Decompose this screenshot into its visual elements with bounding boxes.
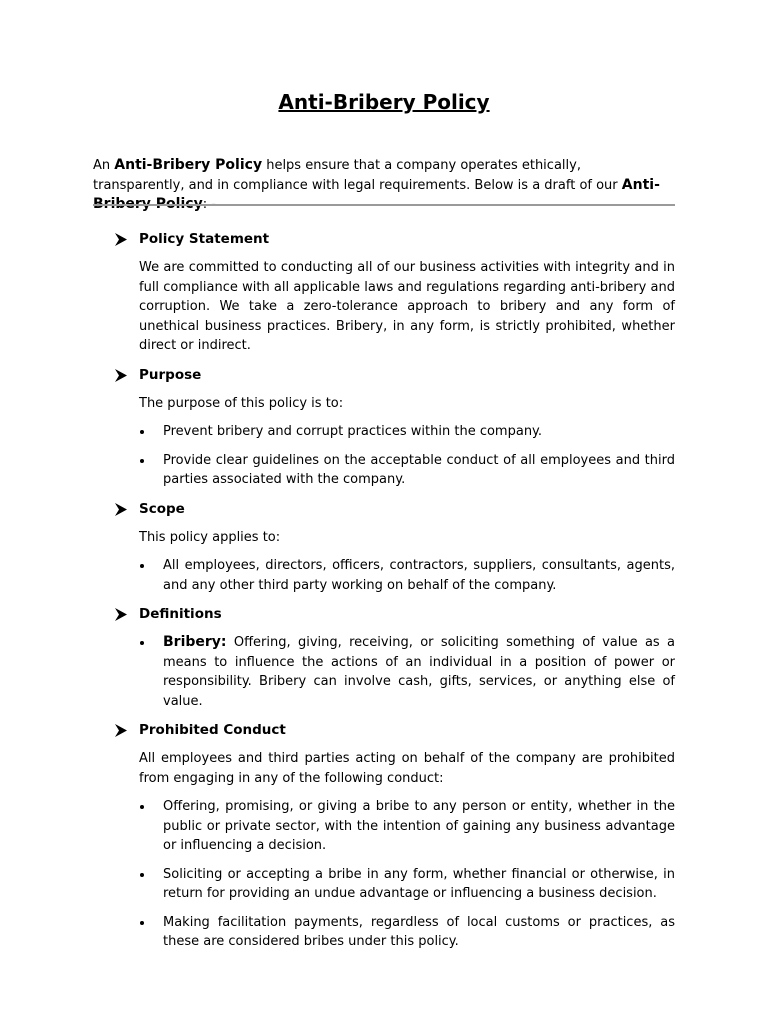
section-paragraph: The purpose of this policy is to:: [139, 395, 344, 411]
section-heading-text: Scope: [139, 500, 185, 517]
bullet-dot-icon: [140, 921, 144, 925]
list-item-text: Soliciting or accepting a bribe in any form, whether financial or otherwise, in return for providing an undue advantage or influencing a business decision.: [163, 866, 675, 901]
section-policy-statement: [93, 229, 675, 356]
list-item: [163, 913, 675, 952]
section-heading-text: Definitions: [139, 606, 222, 622]
arrowhead-bullet-icon: [115, 724, 127, 737]
bullet-list: [93, 633, 675, 711]
section-definitions: [93, 604, 675, 711]
section-paragraph: This policy applies to:: [139, 529, 281, 545]
section-prohibited-conduct: [93, 720, 675, 952]
section-heading: [93, 604, 675, 625]
bullet-dot-icon: [140, 564, 144, 568]
bullet-list: [93, 422, 675, 490]
bullet-dot-icon: [140, 641, 144, 645]
bullet-dot-icon: [140, 873, 144, 877]
section-purpose: [93, 365, 675, 490]
arrowhead-bullet-icon: [115, 608, 127, 621]
section-scope: [93, 499, 675, 596]
arrowhead-bullet-icon: [115, 233, 127, 246]
bullet-dot-icon: [140, 459, 144, 463]
bullet-list: [93, 556, 675, 595]
section-heading-text: Policy Statement: [139, 231, 270, 247]
intro-text: : -: [202, 197, 216, 212]
bullet-dot-icon: [140, 430, 144, 434]
list-item-text: Making facilitation payments, regardless of local customs or practices, as these are considered bribes under this policy.: [163, 914, 675, 949]
policy-content: [93, 229, 675, 961]
horizontal-divider: [93, 204, 675, 206]
section-heading-text: Prohibited Conduct: [139, 722, 286, 738]
list-item-text: All employees, directors, officers, contractors, suppliers, consultants, agents, and any other third party working on behalf of the company.: [163, 558, 675, 593]
list-item: [163, 422, 675, 442]
arrowhead-bullet-icon: [115, 369, 127, 382]
definition-text: Offering, giving, receiving, or soliciting something of value as a means to influence the actions of an individual in a position of power or responsibility. Bribery can involve cash, gifts, services, or anything else of value.: [163, 635, 675, 709]
section-heading: [93, 365, 675, 386]
list-item: [163, 865, 675, 904]
list-item-text: Offering, promising, or giving a bribe to any person or entity, whether in the public or private sector, with the intention of gaining any business advantage or influencing a decision.: [163, 799, 675, 853]
list-item-text: Prevent bribery and corrupt practices within the company.: [163, 424, 543, 439]
section-paragraph: We are committed to conducting all of our business activities with integrity and in full compliance with all applicable laws and regulations regarding anti-bribery and corruption. We take a zero-tolerance approach to bribery and any form of unethical business practices. Bribery, in any form, is strictly prohibited, whether direct or indirect.: [139, 260, 675, 353]
list-item: [163, 797, 675, 856]
list-item: [163, 451, 675, 490]
bullet-list: [93, 797, 675, 952]
section-heading: [93, 499, 675, 520]
document-title: Anti-Bribery Policy: [278, 90, 490, 114]
intro-bold-term: Anti-Bribery Policy: [114, 157, 263, 173]
section-paragraph: All employees and third parties acting on behalf of the company are prohibited from engaging in any of the following conduct:: [139, 751, 675, 786]
list-item-text: Provide clear guidelines on the acceptable conduct of all employees and third parties associated with the company.: [163, 452, 675, 487]
list-item: [163, 556, 675, 595]
section-heading: [93, 720, 675, 741]
definition-term: Bribery:: [163, 634, 227, 650]
section-heading: [93, 229, 675, 250]
section-heading-text: Purpose: [139, 366, 202, 383]
arrowhead-bullet-icon: [115, 503, 127, 516]
intro-text: helps ensure that a company operates ethically, transparently, and in compliance with legal requirements. Below is a draft of our: [93, 158, 622, 193]
bullet-dot-icon: [140, 805, 144, 809]
definition-item: [163, 633, 675, 711]
intro-text: An: [93, 158, 115, 173]
intro-bold-term: Anti-Bribery Policy: [93, 176, 660, 212]
